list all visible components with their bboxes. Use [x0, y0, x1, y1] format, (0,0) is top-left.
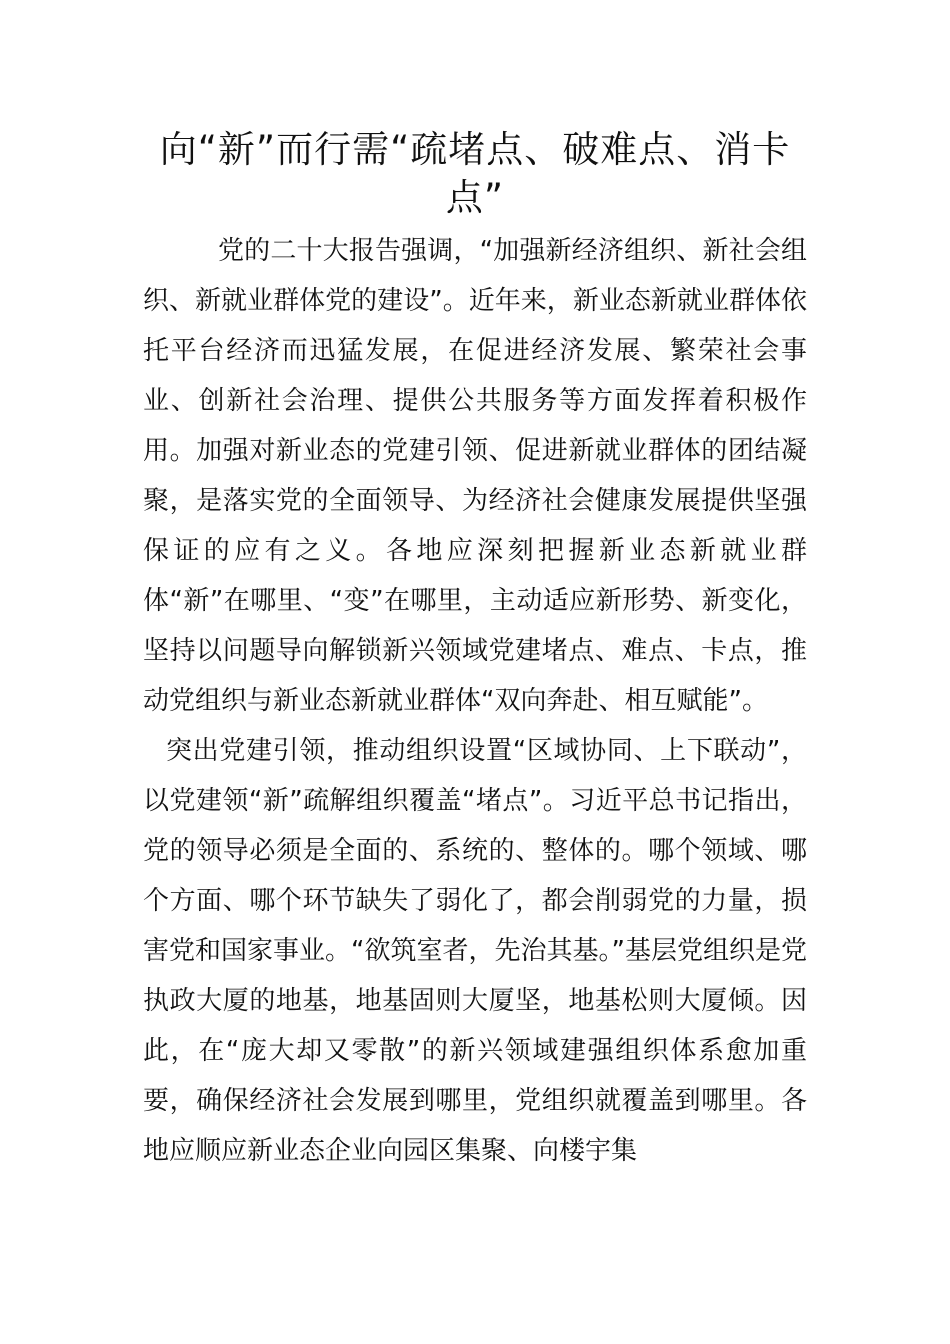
document-title: 向“新”而行需“疏堵点、破难点、消卡点”	[159, 128, 791, 219]
document-body	[143, 226, 807, 1176]
paragraph-intro: 党的二十大报告强调，“加强新经济组织、新社会组织、新就业群体党的建设”。近年来，新业态新就业群体依托平台经济而迅猛发展，在促进经济发展、繁荣社会事业、创新社会治理、提供公共服务等方面发挥着积极作用。加强对新业态的党建引领、促进新就业群体的团结凝聚，是落实党的全面领导、为经济社会健康发展提供坚强保证的应有之义。各地应深刻把握新业态新就业群体“新”在哪里、“变”在哪里，主动适应新形势、新变化，坚持以问题导向解锁新兴领域党建堵点、难点、卡点，推动党组织与新业态新就业群体“双向奔赴、相互赋能”。	[143, 236, 807, 716]
paragraph-party-building: 突出党建引领，推动组织设置“区域协同、上下联动”，以党建领“新”疏解组织覆盖“堵点”。习近平总书记指出，党的领导必须是全面的、系统的、整体的。哪个领域、哪个方面、哪个环节缺失了弱化了，都会削弱党的力量，损害党和国家事业。“欲筑室者，先治其基。”基层党组织是党执政大厦的地基，地基固则大厦坚，地基松则大厦倾。因此，在“庞大却又零散”的新兴领域建强组织体系愈加重要，确保经济社会发展到哪里，党组织就覆盖到哪里。各地应顺应新业态企业向园区集聚、向楼宇集	[143, 736, 807, 1166]
